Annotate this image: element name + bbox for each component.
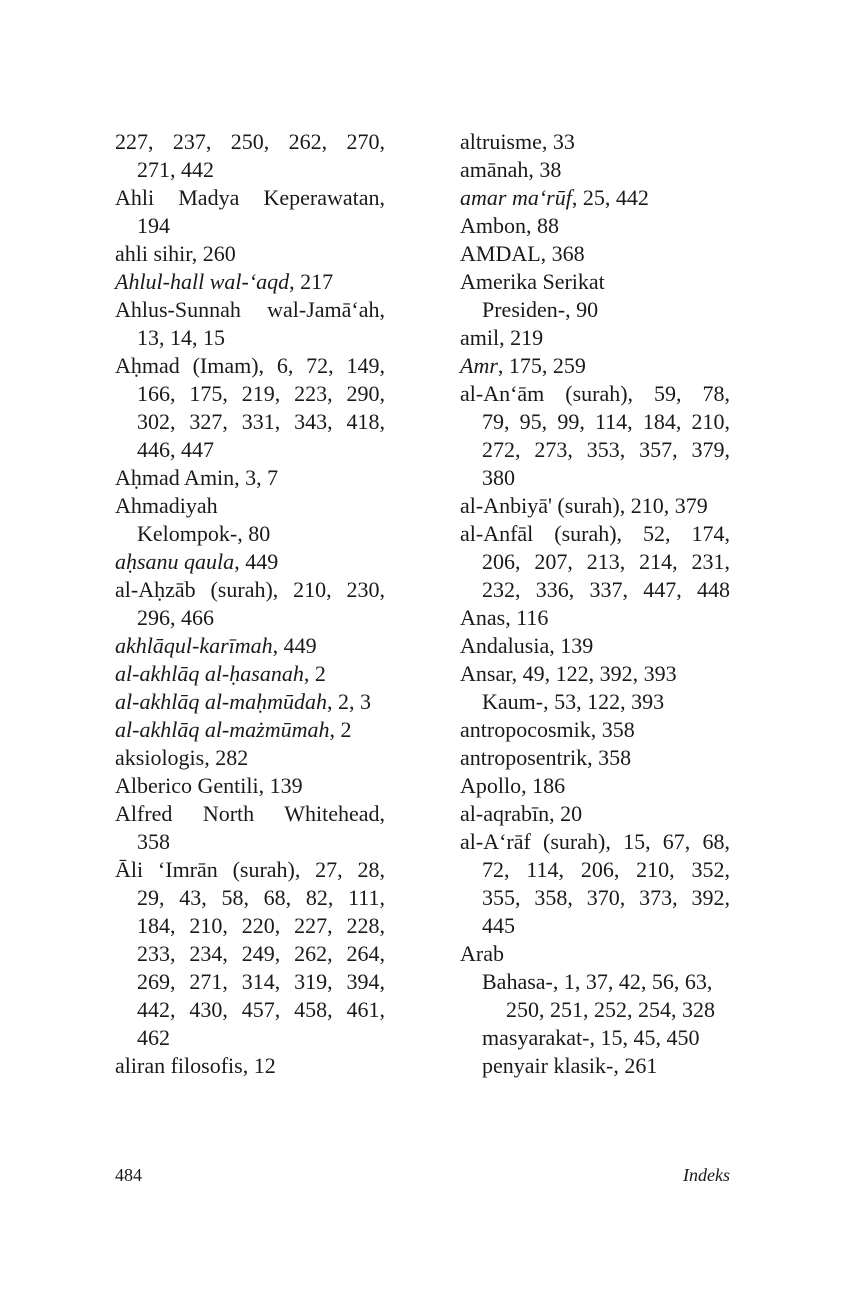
index-entry <box>115 296 385 352</box>
index-line: masyarakat-, 15, 45, 450 <box>482 1025 700 1050</box>
index-line: 296, 466 <box>137 605 214 630</box>
index-entry <box>460 604 730 632</box>
index-line: Presiden-, 90 <box>482 297 599 322</box>
index-line: Apollo, 186 <box>460 773 566 798</box>
index-line: aksiologis, 282 <box>115 745 249 770</box>
index-line: aḥsanu qaula, 449 <box>115 549 279 574</box>
index-line: Āli ‘Imrān (surah), 27, 28, <box>115 857 385 882</box>
index-entry <box>460 212 730 240</box>
index-line: 271, 442 <box>137 157 214 182</box>
index-entry <box>115 744 385 772</box>
index-entry <box>115 576 385 632</box>
index-entry <box>115 240 385 268</box>
index-entry <box>460 520 730 604</box>
index-entry <box>115 128 385 184</box>
index-entry <box>460 772 730 800</box>
index-line: al-akhlāq al-ḥasanah, 2 <box>115 661 326 686</box>
index-line: Amr, 175, 259 <box>460 353 586 378</box>
index-line: akhlāqul-karīmah, 449 <box>115 633 317 658</box>
index-line: 29, 43, 58, 68, 82, 111, <box>137 885 385 910</box>
index-entry <box>460 632 730 660</box>
index-line: 79, 95, 99, 114, 184, 210, <box>482 409 730 434</box>
index-line: antropocosmik, 358 <box>460 717 635 742</box>
index-entry <box>115 688 385 716</box>
index-line: amil, 219 <box>460 325 544 350</box>
index-entry <box>460 268 730 324</box>
index-line: AMDAL, 368 <box>460 241 585 266</box>
index-line: 166, 175, 219, 223, 290, <box>137 381 385 406</box>
index-line: al-An‘ām (surah), 59, 78, <box>460 381 730 406</box>
index-line: 269, 271, 314, 319, 394, <box>137 969 385 994</box>
index-line: 272, 273, 353, 357, 379, <box>482 437 730 462</box>
index-line: Kaum-, 53, 122, 393 <box>482 689 665 714</box>
index-line: Anas, 116 <box>460 605 549 630</box>
index-line: Amerika Serikat <box>460 269 605 294</box>
index-entry <box>460 716 730 744</box>
index-entry <box>460 156 730 184</box>
index-line: al-akhlāq al-maḥmūdah, 2, 3 <box>115 689 372 714</box>
index-line: 206, 207, 213, 214, 231, <box>482 549 730 574</box>
index-line: Aḥmad (Imam), 6, 72, 149, <box>115 353 385 378</box>
index-line: 462 <box>137 1025 170 1050</box>
index-line: 446, 447 <box>137 437 214 462</box>
index-line: Alfred North Whitehead, <box>115 801 385 826</box>
index-entry <box>460 744 730 772</box>
index-entry <box>115 660 385 688</box>
index-line: aliran filosofis, 12 <box>115 1053 276 1078</box>
index-line: Arab <box>460 941 504 966</box>
index-entry <box>115 184 385 240</box>
index-line: 233, 234, 249, 262, 264, <box>137 941 385 966</box>
index-entry <box>460 240 730 268</box>
index-line: Alberico Gentili, 139 <box>115 773 303 798</box>
index-entry <box>460 940 730 1080</box>
page-number: 484 <box>115 1165 142 1185</box>
index-entry <box>115 800 385 856</box>
index-line: 184, 210, 220, 227, 228, <box>137 913 385 938</box>
index-entry <box>115 492 385 548</box>
index-entry <box>460 828 730 940</box>
index-line: al-Anbiyā' (surah), 210, 379 <box>460 493 708 518</box>
index-line: Ahlus-Sunnah wal-Jamā‘ah, <box>115 297 385 322</box>
index-entry <box>460 184 730 212</box>
index-line: ahli sihir, 260 <box>115 241 236 266</box>
index-line: penyair klasik-, 261 <box>482 1053 658 1078</box>
index-line: Ambon, 88 <box>460 213 559 238</box>
index-column-left <box>115 128 385 1080</box>
index-line: al-akhlāq al-mażmūmah, 2 <box>115 717 352 742</box>
index-line: 358 <box>137 829 170 854</box>
index-entry <box>460 380 730 492</box>
index-line: altruisme, 33 <box>460 129 575 154</box>
index-line: al-A‘rāf (surah), 15, 67, 68, <box>460 829 730 854</box>
index-entry <box>115 1052 385 1080</box>
index-line: al-Anfāl (surah), 52, 174, <box>460 521 730 546</box>
index-line: al-aqrabīn, 20 <box>460 801 583 826</box>
index-line: Ahlul-hall wal-‘aqd, 217 <box>115 269 334 294</box>
index-entry <box>115 464 385 492</box>
index-column-right <box>460 128 730 1080</box>
index-line: 445 <box>482 913 515 938</box>
index-line: 72, 114, 206, 210, 352, <box>482 857 730 882</box>
index-line: 355, 358, 370, 373, 392, <box>482 885 730 910</box>
index-line: Andalusia, 139 <box>460 633 594 658</box>
index-entry <box>115 856 385 1052</box>
index-line: 232, 336, 337, 447, 448 <box>482 577 730 602</box>
index-line: Ahmadiyah <box>115 493 218 518</box>
index-entry <box>115 772 385 800</box>
index-line: 442, 430, 457, 458, 461, <box>137 997 385 1022</box>
index-entry <box>115 548 385 576</box>
index-line: 380 <box>482 465 515 490</box>
index-line: Ahli Madya Keperawatan, <box>115 185 385 210</box>
index-line: 250, 251, 252, 254, 328 <box>506 997 715 1022</box>
index-entry <box>115 352 385 464</box>
index-line: Ansar, 49, 122, 392, 393 <box>460 661 677 686</box>
index-line: 227, 237, 250, 262, 270, <box>115 129 385 154</box>
index-line: Kelompok-, 80 <box>137 521 271 546</box>
index-entry <box>460 660 730 716</box>
index-line: 194 <box>137 213 170 238</box>
index-entry <box>115 632 385 660</box>
index-line: amānah, 38 <box>460 157 562 182</box>
index-line: amar ma‘rūf, 25, 442 <box>460 185 649 210</box>
index-line: al-Aḥzāb (surah), 210, 230, <box>115 577 385 602</box>
index-entry <box>460 800 730 828</box>
index-line: Aḥmad Amin, 3, 7 <box>115 465 279 490</box>
index-line: 302, 327, 331, 343, 418, <box>137 409 385 434</box>
index-line: antroposentrik, 358 <box>460 745 632 770</box>
index-entry <box>460 324 730 352</box>
index-entry <box>460 128 730 156</box>
running-head: Indeks <box>683 1165 730 1185</box>
index-line: Bahasa-, 1, 37, 42, 56, 63, <box>482 969 713 994</box>
index-entry <box>115 268 385 296</box>
index-line: 13, 14, 15 <box>137 325 225 350</box>
index-entry <box>460 492 730 520</box>
index-entry <box>115 716 385 744</box>
index-entry <box>460 352 730 380</box>
